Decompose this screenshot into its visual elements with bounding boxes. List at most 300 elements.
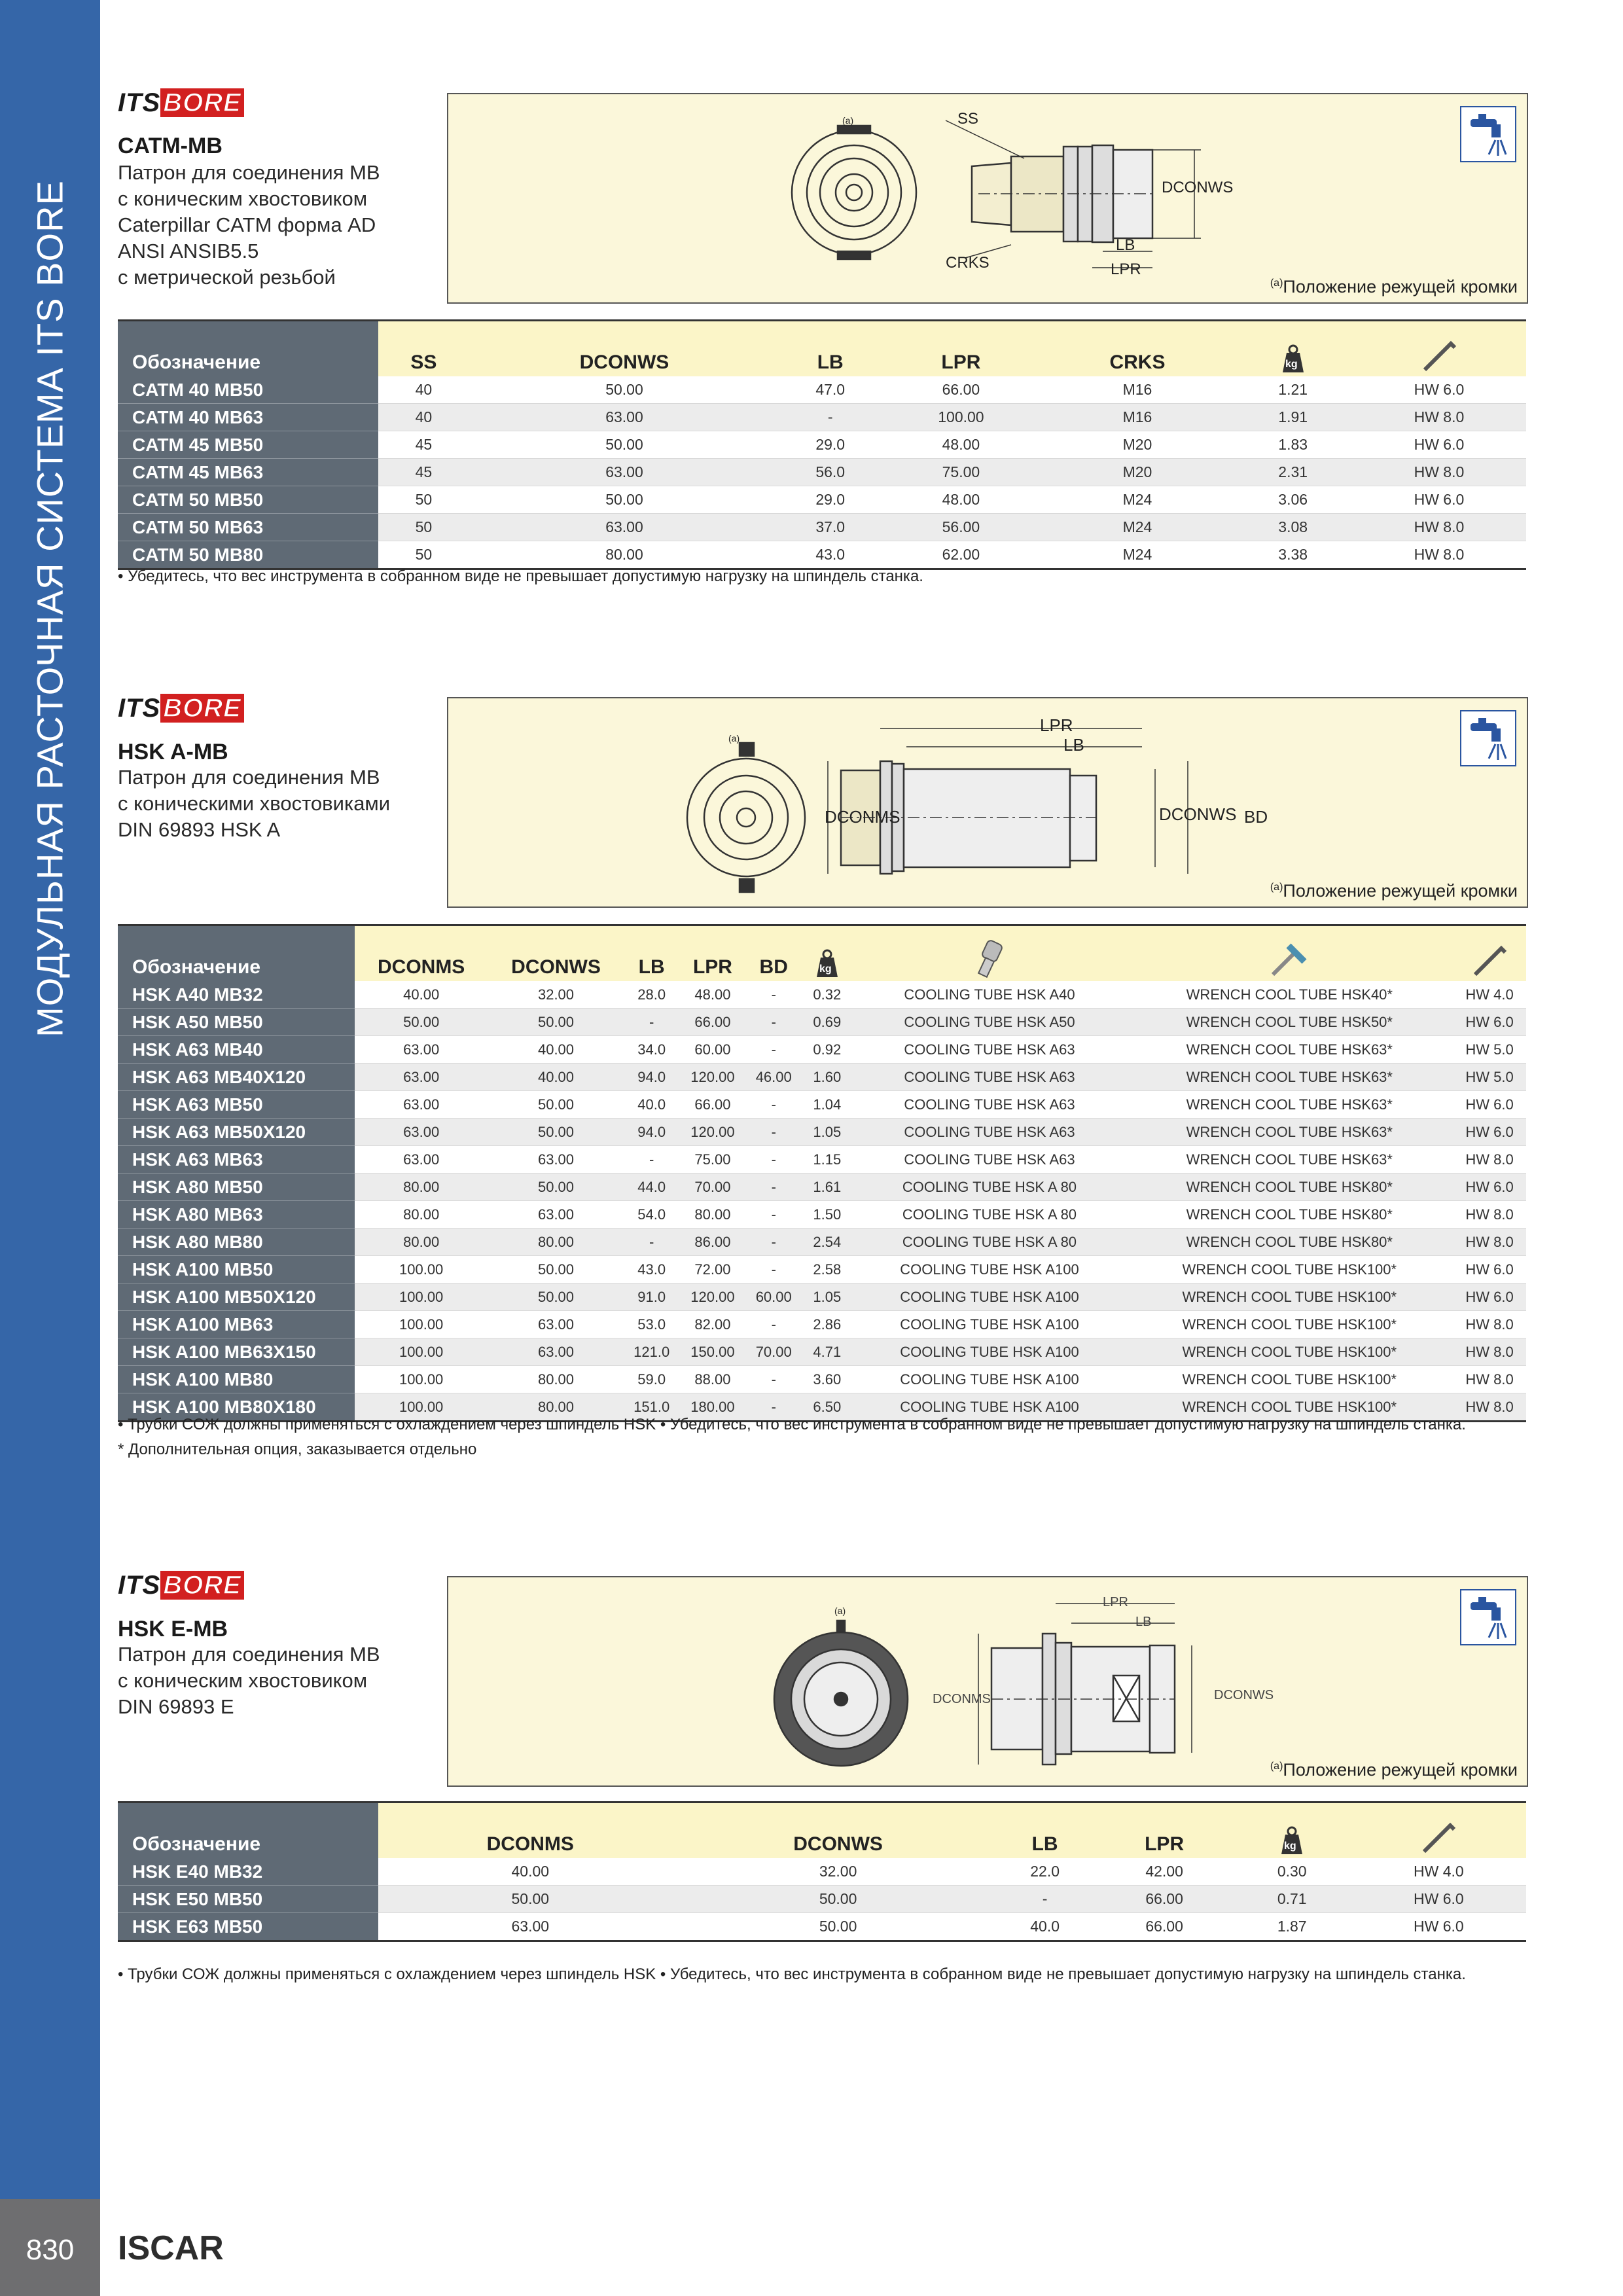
table-cell: 91.0 [624, 1283, 679, 1311]
table-cell: 1.83 [1234, 431, 1351, 459]
table-cell: 70.00 [746, 1338, 801, 1366]
table-cell: 1.61 [801, 1174, 853, 1201]
table-cell: COOLING TUBE HSK A63 [853, 1119, 1126, 1146]
designation-cell: HSK A100 MB80 [118, 1366, 355, 1393]
table-cell: 1.21 [1234, 376, 1351, 404]
itsbore-logo: ITS BORE [118, 88, 244, 118]
section-notes: • Трубки СОЖ должны применяться с охлаждением через шпиндель HSK • Убедитесь, что вес инструмента в собранном виде не превышает допустимую нагрузку на шпиндель станка. * Дополнительная опция, заказывается отдельно [118, 1416, 1466, 1458]
table-cell: WRENCH COOL TUBE HSK50* [1126, 1009, 1453, 1036]
coolant-icon [1460, 710, 1516, 766]
table-cell: - [746, 1256, 801, 1283]
table-cell: - [624, 1009, 679, 1036]
table-cell: 56.00 [881, 514, 1041, 541]
table-cell: 44.0 [624, 1174, 679, 1201]
table-cell: - [746, 1311, 801, 1338]
designation-cell: CATM 40 MB50 [118, 376, 378, 404]
spec-table-catm [118, 319, 1526, 570]
table-cell: - [779, 404, 881, 431]
col-dconws: DCONWS [488, 925, 624, 982]
itsbore-logo: ITS BORE [118, 1571, 244, 1600]
svg-text:kg: kg [1285, 359, 1298, 370]
table-cell: 66.00 [881, 376, 1041, 404]
table-cell: WRENCH COOL TUBE HSK63* [1126, 1091, 1453, 1119]
table-cell: WRENCH COOL TUBE HSK100* [1126, 1311, 1453, 1338]
table-row [118, 1311, 1526, 1338]
table-cell: 47.0 [779, 376, 881, 404]
table-cell: 80.00 [355, 1229, 488, 1256]
table-cell: WRENCH COOL TUBE HSK63* [1126, 1036, 1453, 1064]
table-cell: COOLING TUBE HSK A 80 [853, 1201, 1126, 1229]
table-cell: M20 [1041, 431, 1234, 459]
table-cell: 100.00 [355, 1256, 488, 1283]
table-cell: HW 8.0 [1453, 1338, 1526, 1366]
table-cell: 1.05 [801, 1119, 853, 1146]
table-cell: 56.0 [779, 459, 881, 486]
table-cell: HW 4.0 [1351, 1858, 1526, 1886]
table-cell: 120.00 [679, 1119, 747, 1146]
col-dconms: DCONMS [355, 925, 488, 982]
designation-cell: CATM 50 MB50 [118, 486, 378, 514]
table-cell: 94.0 [624, 1064, 679, 1091]
svg-text:(a): (a) [834, 1605, 846, 1616]
table-cell: 32.00 [683, 1858, 994, 1886]
table-cell: WRENCH COOL TUBE HSK80* [1126, 1174, 1453, 1201]
table-cell: 2.86 [801, 1311, 853, 1338]
table-cell: 63.00 [355, 1146, 488, 1174]
table-cell: 40.00 [488, 1064, 624, 1091]
table-cell: 63.00 [469, 459, 779, 486]
table-cell: - [746, 1201, 801, 1229]
section-notes: • Трубки СОЖ должны применяться с охлаждением через шпиндель HSK • Убедитесь, что вес инструмента в собранном виде не превышает допустимую нагрузку на шпиндель станка. [118, 1965, 1466, 1983]
table-cell: HW 8.0 [1352, 404, 1526, 431]
table-cell: 63.00 [378, 1913, 683, 1941]
table-cell: - [624, 1229, 679, 1256]
table-cell: M16 [1041, 376, 1234, 404]
table-cell: 50.00 [355, 1009, 488, 1036]
section-title: CATM-MB [118, 134, 223, 158]
table-cell: COOLING TUBE HSK A63 [853, 1036, 1126, 1064]
col-weight [1233, 1803, 1351, 1859]
table-cell: WRENCH COOL TUBE HSK63* [1126, 1064, 1453, 1091]
svg-text:LB: LB [1135, 1615, 1152, 1629]
designation-cell: HSK E63 MB50 [118, 1913, 378, 1941]
table-row [118, 1886, 1526, 1913]
table-cell: WRENCH COOL TUBE HSK100* [1126, 1256, 1453, 1283]
table-cell: 48.00 [881, 431, 1041, 459]
designation-cell: HSK A100 MB50 [118, 1256, 355, 1283]
table-cell: 53.0 [624, 1311, 679, 1338]
table-cell: 75.00 [679, 1146, 747, 1174]
table-cell: 66.00 [1096, 1886, 1233, 1913]
col-cooling-tube [853, 925, 1126, 982]
table-cell: WRENCH COOL TUBE HSK80* [1126, 1201, 1453, 1229]
table-cell: 75.00 [881, 459, 1041, 486]
table-row [118, 1366, 1526, 1393]
table-cell: 150.00 [679, 1338, 747, 1366]
table-cell: HW 5.0 [1453, 1036, 1526, 1064]
table-row [118, 459, 1526, 486]
svg-text:DCONWS: DCONWS [1162, 179, 1234, 196]
table-cell: HW 6.0 [1352, 486, 1526, 514]
table-row [118, 1064, 1526, 1091]
coolant-icon [1460, 106, 1516, 162]
svg-text:SS: SS [957, 110, 979, 128]
wrench-icon [1419, 337, 1459, 374]
table-cell: 50.00 [488, 1174, 624, 1201]
table-cell: WRENCH COOL TUBE HSK63* [1126, 1119, 1453, 1146]
itsbore-logo: ITS BORE [118, 694, 244, 723]
table-cell: 66.00 [679, 1091, 747, 1119]
col-designation: Обозначение [118, 925, 355, 982]
table-row [118, 404, 1526, 431]
table-cell: 100.00 [355, 1283, 488, 1311]
table-cell: 50.00 [683, 1886, 994, 1913]
col-dconws: DCONWS [469, 321, 779, 377]
table-cell: 50.00 [469, 376, 779, 404]
table-cell: HW 6.0 [1352, 376, 1526, 404]
section-title: HSK A-MB [118, 740, 228, 764]
designation-cell: CATM 50 MB80 [118, 541, 378, 569]
table-cell: COOLING TUBE HSK A 80 [853, 1174, 1126, 1201]
col-lpr: LPR [1096, 1803, 1233, 1859]
table-cell: 1.91 [1234, 404, 1351, 431]
table-cell: COOLING TUBE HSK A40 [853, 981, 1126, 1009]
table-cell: 66.00 [1096, 1913, 1233, 1941]
table-cell: 50.00 [469, 431, 779, 459]
table-cell: HW 6.0 [1351, 1886, 1526, 1913]
designation-cell: HSK A80 MB80 [118, 1229, 355, 1256]
table-cell: 0.32 [801, 981, 853, 1009]
table-row [118, 1256, 1526, 1283]
cutting-edge-note: $^{(a)}$Положение режущей кромки [1270, 277, 1518, 296]
table-cell: WRENCH COOL TUBE HSK100* [1126, 1338, 1453, 1366]
table-cell: 63.00 [469, 514, 779, 541]
table-cell: WRENCH COOL TUBE HSK80* [1126, 1229, 1453, 1256]
table-cell: 82.00 [679, 1311, 747, 1338]
table-cell: 42.00 [1096, 1858, 1233, 1886]
designation-cell: CATM 45 MB50 [118, 431, 378, 459]
table-row [118, 376, 1526, 404]
table-cell: 180.00 [679, 1393, 747, 1422]
table-cell: 54.0 [624, 1201, 679, 1229]
svg-text:DCONMS: DCONMS [825, 807, 901, 827]
table-row [118, 1229, 1526, 1256]
table-cell: 63.00 [355, 1119, 488, 1146]
table-cell: COOLING TUBE HSK A100 [853, 1338, 1126, 1366]
table-cell: COOLING TUBE HSK A 80 [853, 1229, 1126, 1256]
catm-drawing [448, 94, 1527, 302]
table-cell: 94.0 [624, 1119, 679, 1146]
table-cell: 63.00 [488, 1311, 624, 1338]
table-cell: 80.00 [488, 1366, 624, 1393]
footer-brand: ISCAR [118, 2229, 224, 2267]
table-cell: 2.54 [801, 1229, 853, 1256]
table-cell: 50.00 [488, 1283, 624, 1311]
col-ss: SS [378, 321, 469, 377]
table-cell: 4.71 [801, 1338, 853, 1366]
tool-diagram [447, 93, 1528, 304]
col-lb: LB [994, 1803, 1096, 1859]
col-wrench [1453, 925, 1526, 982]
cutting-edge-note: $^{(a)}$Положение режущей кромки [1270, 1760, 1518, 1780]
table-row [118, 1283, 1526, 1311]
table-cell: 37.0 [779, 514, 881, 541]
table-cell: M16 [1041, 404, 1234, 431]
table-row [118, 1146, 1526, 1174]
table-cell: WRENCH COOL TUBE HSK100* [1126, 1366, 1453, 1393]
table-cell: HW 8.0 [1453, 1201, 1526, 1229]
table-cell: 3.38 [1234, 541, 1351, 569]
col-lb: LB [624, 925, 679, 982]
table-cell: 80.00 [355, 1174, 488, 1201]
designation-cell: HSK A100 MB63 [118, 1311, 355, 1338]
col-crks: CRKS [1041, 321, 1234, 377]
table-cell: COOLING TUBE HSK A100 [853, 1283, 1126, 1311]
col-weight [1234, 321, 1351, 377]
table-cell: 100.00 [355, 1338, 488, 1366]
designation-cell: CATM 40 MB63 [118, 404, 378, 431]
designation-cell: HSK A40 MB32 [118, 981, 355, 1009]
table-cell: HW 6.0 [1352, 431, 1526, 459]
table-cell: 3.08 [1234, 514, 1351, 541]
table-row [118, 486, 1526, 514]
table-cell: 43.0 [624, 1256, 679, 1283]
table-cell: HW 8.0 [1453, 1229, 1526, 1256]
table-cell: HW 6.0 [1453, 1009, 1526, 1036]
table-cell: COOLING TUBE HSK A100 [853, 1256, 1126, 1283]
table-cell: 0.69 [801, 1009, 853, 1036]
table-cell: 151.0 [624, 1393, 679, 1422]
svg-text:DCONMS: DCONMS [933, 1692, 991, 1706]
table-cell: HW 6.0 [1453, 1119, 1526, 1146]
table-cell: 60.00 [679, 1036, 747, 1064]
sidebar-title: МОДУЛЬНАЯ РАСТОЧНАЯ СИСТЕМА ITS BORE [29, 180, 71, 1037]
table-cell: - [746, 1119, 801, 1146]
designation-cell: HSK A63 MB63 [118, 1146, 355, 1174]
table-cell: - [746, 1146, 801, 1174]
cooling-tube-icon [970, 939, 1009, 978]
table-cell: 63.00 [355, 1091, 488, 1119]
svg-text:LB: LB [1116, 236, 1135, 254]
table-row [118, 1009, 1526, 1036]
weight-icon [810, 948, 844, 978]
designation-cell: HSK A100 MB80X180 [118, 1393, 355, 1422]
spec-table-hsk-e [118, 1801, 1526, 1942]
designation-cell: HSK A80 MB63 [118, 1201, 355, 1229]
table-cell: M20 [1041, 459, 1234, 486]
table-cell: HW 4.0 [1453, 981, 1526, 1009]
table-cell: 1.05 [801, 1283, 853, 1311]
table-cell: - [746, 981, 801, 1009]
table-cell: M24 [1041, 541, 1234, 569]
table-cell: HW 6.0 [1453, 1283, 1526, 1311]
table-cell: WRENCH COOL TUBE HSK100* [1126, 1283, 1453, 1311]
table-cell: 100.00 [355, 1393, 488, 1422]
table-cell: HW 8.0 [1352, 514, 1526, 541]
table-row [118, 1119, 1526, 1146]
table-cell: 1.60 [801, 1064, 853, 1091]
designation-cell: HSK A100 MB50X120 [118, 1283, 355, 1311]
designation-cell: CATM 50 MB63 [118, 514, 378, 541]
designation-cell: HSK A100 MB63X150 [118, 1338, 355, 1366]
table-row [118, 514, 1526, 541]
table-cell: 72.00 [679, 1256, 747, 1283]
table-cell: HW 8.0 [1453, 1366, 1526, 1393]
svg-text:kg: kg [819, 963, 832, 975]
table-cell: HW 8.0 [1352, 459, 1526, 486]
table-cell: HW 5.0 [1453, 1064, 1526, 1091]
table-cell: 40.0 [994, 1913, 1096, 1941]
table-cell: 50 [378, 486, 469, 514]
table-cell: 63.00 [469, 404, 779, 431]
table-row [118, 431, 1526, 459]
table-cell: 34.0 [624, 1036, 679, 1064]
table-cell: 2.58 [801, 1256, 853, 1283]
section-notes: • Убедитесь, что вес инструмента в собранном виде не превышает допустимую нагрузку на шпиндель станка. [118, 567, 923, 585]
table-cell: 50.00 [469, 486, 779, 514]
col-lpr: LPR [679, 925, 747, 982]
table-cell: WRENCH COOL TUBE HSK63* [1126, 1146, 1453, 1174]
table-cell: 0.71 [1233, 1886, 1351, 1913]
svg-text:BD: BD [1244, 807, 1268, 827]
table-cell: 1.04 [801, 1091, 853, 1119]
table-cell: 86.00 [679, 1229, 747, 1256]
section-description: Патрон для соединения MB с коническими хвостовиками DIN 69893 HSK A [118, 766, 391, 841]
table-cell: 28.0 [624, 981, 679, 1009]
table-cell: 50.00 [488, 1091, 624, 1119]
svg-text:LPR: LPR [1111, 260, 1141, 278]
table-cell: 80.00 [679, 1201, 747, 1229]
col-designation: Обозначение [118, 321, 378, 377]
table-cell: 1.15 [801, 1146, 853, 1174]
table-cell: 29.0 [779, 486, 881, 514]
table-cell: 63.00 [355, 1036, 488, 1064]
table-cell: 63.00 [488, 1201, 624, 1229]
weight-icon [1276, 344, 1310, 374]
table-cell: 66.00 [679, 1009, 747, 1036]
table-cell: HW 8.0 [1453, 1146, 1526, 1174]
table-cell: HW 6.0 [1453, 1174, 1526, 1201]
table-row [118, 1091, 1526, 1119]
table-cell: - [746, 1229, 801, 1256]
col-wrench [1351, 1803, 1526, 1859]
table-cell: 40 [378, 376, 469, 404]
table-row [118, 1201, 1526, 1229]
table-cell: M24 [1041, 514, 1234, 541]
section-description: Патрон для соединения MB с коническим хвостовиком Caterpillar CATM форма AD ANSI ANSIB5.5 с метрической резьбой [118, 161, 380, 289]
table-cell: 48.00 [679, 981, 747, 1009]
designation-cell: HSK A63 MB50 [118, 1091, 355, 1119]
hsk-a-drawing [448, 698, 1527, 906]
table-cell: 50 [378, 514, 469, 541]
table-cell: 40.00 [488, 1036, 624, 1064]
table-cell: 100.00 [355, 1366, 488, 1393]
table-cell: 45 [378, 459, 469, 486]
col-dconms: DCONMS [378, 1803, 683, 1859]
table-cell: WRENCH COOL TUBE HSK40* [1126, 981, 1453, 1009]
table-cell: COOLING TUBE HSK A100 [853, 1366, 1126, 1393]
table-cell: 80.00 [355, 1201, 488, 1229]
table-cell: 63.00 [355, 1064, 488, 1091]
col-wrench [1352, 321, 1526, 377]
section-title: HSK E-MB [118, 1617, 228, 1641]
designation-cell: HSK A63 MB40 [118, 1036, 355, 1064]
table-cell: 50.00 [488, 1256, 624, 1283]
table-cell: HW 8.0 [1453, 1311, 1526, 1338]
svg-text:LB: LB [1063, 735, 1084, 755]
table-row [118, 981, 1526, 1009]
designation-cell: HSK A63 MB50X120 [118, 1119, 355, 1146]
tool-diagram [447, 697, 1528, 908]
table-cell: 3.06 [1234, 486, 1351, 514]
table-cell: HW 8.0 [1453, 1393, 1526, 1422]
svg-text:(a): (a) [842, 115, 854, 126]
table-cell: 2.31 [1234, 459, 1351, 486]
table-row [118, 1913, 1526, 1941]
table-cell: 0.30 [1233, 1858, 1351, 1886]
table-cell: 80.00 [488, 1393, 624, 1422]
svg-text:kg: kg [1284, 1840, 1296, 1852]
table-cell: 60.00 [746, 1283, 801, 1311]
table-cell: 43.0 [779, 541, 881, 569]
table-cell: 22.0 [994, 1858, 1096, 1886]
table-cell: - [746, 1366, 801, 1393]
table-cell: 62.00 [881, 541, 1041, 569]
table-cell: 40 [378, 404, 469, 431]
table-cell: 6.50 [801, 1393, 853, 1422]
col-wrench-cool-tube [1126, 925, 1453, 982]
table-row [118, 1338, 1526, 1366]
table-cell: COOLING TUBE HSK A63 [853, 1091, 1126, 1119]
wrench-icon [1470, 942, 1509, 978]
table-cell: 50.00 [488, 1009, 624, 1036]
svg-text:LPR: LPR [1040, 715, 1073, 735]
svg-text:(a): (a) [728, 733, 740, 744]
table-cell: COOLING TUBE HSK A63 [853, 1064, 1126, 1091]
tool-diagram [447, 1576, 1528, 1787]
table-cell: 3.60 [801, 1366, 853, 1393]
table-cell: 100.00 [881, 404, 1041, 431]
svg-text:DCONWS: DCONWS [1159, 804, 1237, 824]
svg-text:LPR: LPR [1103, 1595, 1128, 1609]
table-cell: COOLING TUBE HSK A50 [853, 1009, 1126, 1036]
table-cell: - [994, 1886, 1096, 1913]
table-row [118, 1858, 1526, 1886]
table-cell: - [746, 1009, 801, 1036]
table-cell: 32.00 [488, 981, 624, 1009]
table-cell: 80.00 [488, 1229, 624, 1256]
table-cell: - [746, 1036, 801, 1064]
section-description: Патрон для соединения MB с коническим хвостовиком DIN 69893 E [118, 1643, 380, 1718]
table-cell: 45 [378, 431, 469, 459]
table-cell: - [746, 1091, 801, 1119]
table-cell: 40.00 [355, 981, 488, 1009]
weight-icon [1275, 1825, 1309, 1856]
table-cell: HW 8.0 [1352, 541, 1526, 569]
table-cell: COOLING TUBE HSK A100 [853, 1311, 1126, 1338]
svg-text:CRKS: CRKS [946, 254, 990, 272]
designation-cell: HSK A63 MB40X120 [118, 1064, 355, 1091]
table-cell: M24 [1041, 486, 1234, 514]
table-cell: 63.00 [488, 1338, 624, 1366]
table-cell: 120.00 [679, 1283, 747, 1311]
table-cell: 70.00 [679, 1174, 747, 1201]
wrench-cool-tube-icon [1266, 939, 1312, 978]
table-cell: 80.00 [469, 541, 779, 569]
designation-cell: HSK A50 MB50 [118, 1009, 355, 1036]
col-dconws: DCONWS [683, 1803, 994, 1859]
designation-cell: CATM 45 MB63 [118, 459, 378, 486]
